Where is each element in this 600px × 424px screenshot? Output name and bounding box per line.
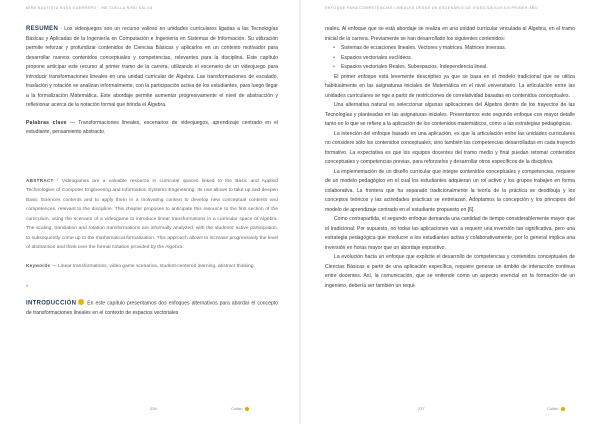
abstract-text: · Videogames are a valuable resource in curricular spaces linked to the Basic and Applied Technologies of Computer Engineering and Information Systems Engineering. Its use allows to take up and deepen Basic Sciences contents and to apply them in a motivating context to develop new conceptual contents and competences, relevant to the discipline. This chapter proposes to anticipate this resource to the first section of the curriculum, using the scenario of a videogame to introduce linear transformations in a curricular space of Algebra. The scaling, translation and rotation transformations are informally analyzed, with the students' active participation, to subsequently come up to the mathematical formalization. This approach allows to increase progressively the level of abstraction and think over the formal notation provided by the Algebra. <box>26 178 278 250</box>
en-keywords-paragraph <box>26 261 278 272</box>
right-page-content <box>325 25 575 291</box>
intro-bullet-icon <box>78 299 84 305</box>
brand-logo-icon <box>561 407 565 411</box>
right-page <box>300 0 600 424</box>
keywords-paragraph <box>26 119 278 138</box>
intro-paragraph <box>26 299 278 319</box>
content-bullet-list <box>325 44 575 73</box>
running-head-left: MIRE BAUTISTA SILVA GUERRERO · INE ZUELLA NIÑO SALOA <box>26 6 153 10</box>
body-paragraph-1: reales. Al enfoque que se está abordaje se realiza en una unidad curricular vinculada al Álgebra, en el tramo inicial de la carrera. Previamente se han desarrollado los siguientes contenidos: <box>325 26 575 42</box>
brand-name-left: Colibrí <box>231 406 243 411</box>
intro-label: INTRODUCCIÓN <box>26 300 77 307</box>
en-keywords-text: — Linear transformations, video game scenarios, student-centered learning, abstract thinking. <box>50 263 255 269</box>
en-keywords-label: Keywords <box>26 262 51 268</box>
resumen-text: · Los videojuegos son un recurso valioso en unidades curriculares ligadas a las Tecnologías Básicas y Aplicadas de la Ingeniería en Computación e Ingeniería en Sistemas de Información. Su utilización permite reforzar y profundizar contenidos de Ciencias Básicas y aplicarlos en un contexto motivador para desarrollar nuevos contenidos conceptuales y competencias, relevantes para la disciplina. Este capítulo propone anticipar este recurso al primer tramo de la carrera, utilizando el escenario de un videojuego para introducir transformaciones lineales en una unidad curricular de Álgebra. Las transformaciones de escalado, traslación y rotación se analizan informalmente, con la participación activa de los estudiantes, para luego llegar a la formalización Matemática. Este abordaje permite aumentar progresivamente el nivel de abstracción y reflexionar acerca de la notación formal que brinda el Álgebra. <box>26 26 278 108</box>
intro-text: En este capítulo presentamos dos enfoques alternativos para abordar el concepto de transformaciones lineales en el contexto de espacios vectoriales <box>26 300 278 316</box>
running-head-right: ENFOQUE PARA COMPETENCIAS LINEALES DESDE UN ESCENARIO DE VIDEOJUEGOS EN PRIMER AÑO <box>325 6 539 10</box>
bullet-item: • Espacios vectoriales Reales. Subespacios. Independencia lineal. <box>341 63 575 73</box>
page-number-right: 237 <box>418 406 425 411</box>
abstract-block <box>26 176 278 253</box>
page-number-left: 236 <box>150 406 157 411</box>
brand-logo-icon <box>245 407 249 411</box>
brand-name-right: Colibrí <box>547 406 559 411</box>
abstract-label: ABSTRACT <box>26 177 54 183</box>
body-paragraph-2: El primer enfoque está levemente descriptivo ya que se basa en el modelo tradicional que se utiliza habitualmente en las asignaturas iniciales de Matemática en el nivel universitario. La articulación entre las unidades curriculares se rige a partir de restricciones de correlatividad basadas en contenidos conceptuales. <box>325 73 575 99</box>
brand-footer-left <box>231 406 249 411</box>
body-paragraph-5: La implementación de un diseño curricular que integre contenidos conceptuales y competencias, requiere de un modelo pedagógico en el cual los estudiantes adquieran un rol activo y los grupos trabajen en forma colaborativa. La frontera que ha separado tradicionalmente la teoría de la práctica se desdibuja y los conceptos teóricos y las actividades prácticas se entrelazan. Adoptamos la concepción y los principios del modelo de aprendizaje centrado en el estudiante propuesto en [6]. <box>325 168 575 213</box>
bullet-item: • Sistemas de ecuaciones lineales. Vectores y matrices. Matrices inversas. <box>341 44 575 54</box>
brand-footer-right <box>547 406 565 411</box>
body-paragraph-7: La evolución hacia un enfoque que explicite el desarrollo de competencias y contenidos conceptuales de Ciencias Básicas a partir de una aplicación específica, requiere generar un ámbito de interacción continua entre docentes. Así, la comunicación, que se entiende como un aspecto esencial en la formación de un ingeniero, debería ser también un requi- <box>325 254 575 289</box>
body-paragraph-4: La intención del enfoque basado en una aplicación, es que la articulación entre las unidades curriculares no considere sólo los contenidos conceptuales, sino también las competencias desarrolladas en cada trayecto formativo. La expectativa es que los equipos docentes del tramo medio y final puedan retomar contenidos conceptuales y competencias previas, para reforzarlos y desarrollar otros específicos de la disciplina. <box>325 130 575 165</box>
left-page-content <box>26 25 278 319</box>
resumen-label: RESUMEN <box>26 26 59 32</box>
resumen-paragraph <box>26 25 278 111</box>
keywords-label: Palabras clave <box>26 119 67 126</box>
body-paragraph-3: Una alternativa natural es seleccionar algunas aplicaciones del Álgebra dentro de los trayectos de las Tecnologías y planteadas en las asignaturas iniciales. Presentamos este segundo enfoque con mayor detalle tanto en lo que se refiere a la aplicación de los contenidos matemáticos, como a las estrategias pedagógicas. <box>325 102 575 127</box>
en-keywords-block <box>26 261 278 272</box>
body-paragraph-6: Como contrapartida, el segundo enfoque demanda una cantidad de tiempo considerablemente mayor que el tradicional. Por supuesto, no todas las aplicaciones van a requerir una inversión tan significativa, pero una estrategia pedagógica que involucre a los estudiantes activa y colaborativamente, por lo general implica una inversión en horas mayor que un abordaje expositivo. <box>325 216 575 251</box>
bullet-item: • Espacios vectoriales euclídeos. <box>341 54 575 64</box>
abstract-paragraph <box>26 176 278 253</box>
section-separator: * <box>26 285 29 291</box>
keywords-text: — Transformaciones lineales, escenarios de videojuegos, aprendizaje centrado en el estudiante, pensamiento abstracto. <box>26 119 278 135</box>
